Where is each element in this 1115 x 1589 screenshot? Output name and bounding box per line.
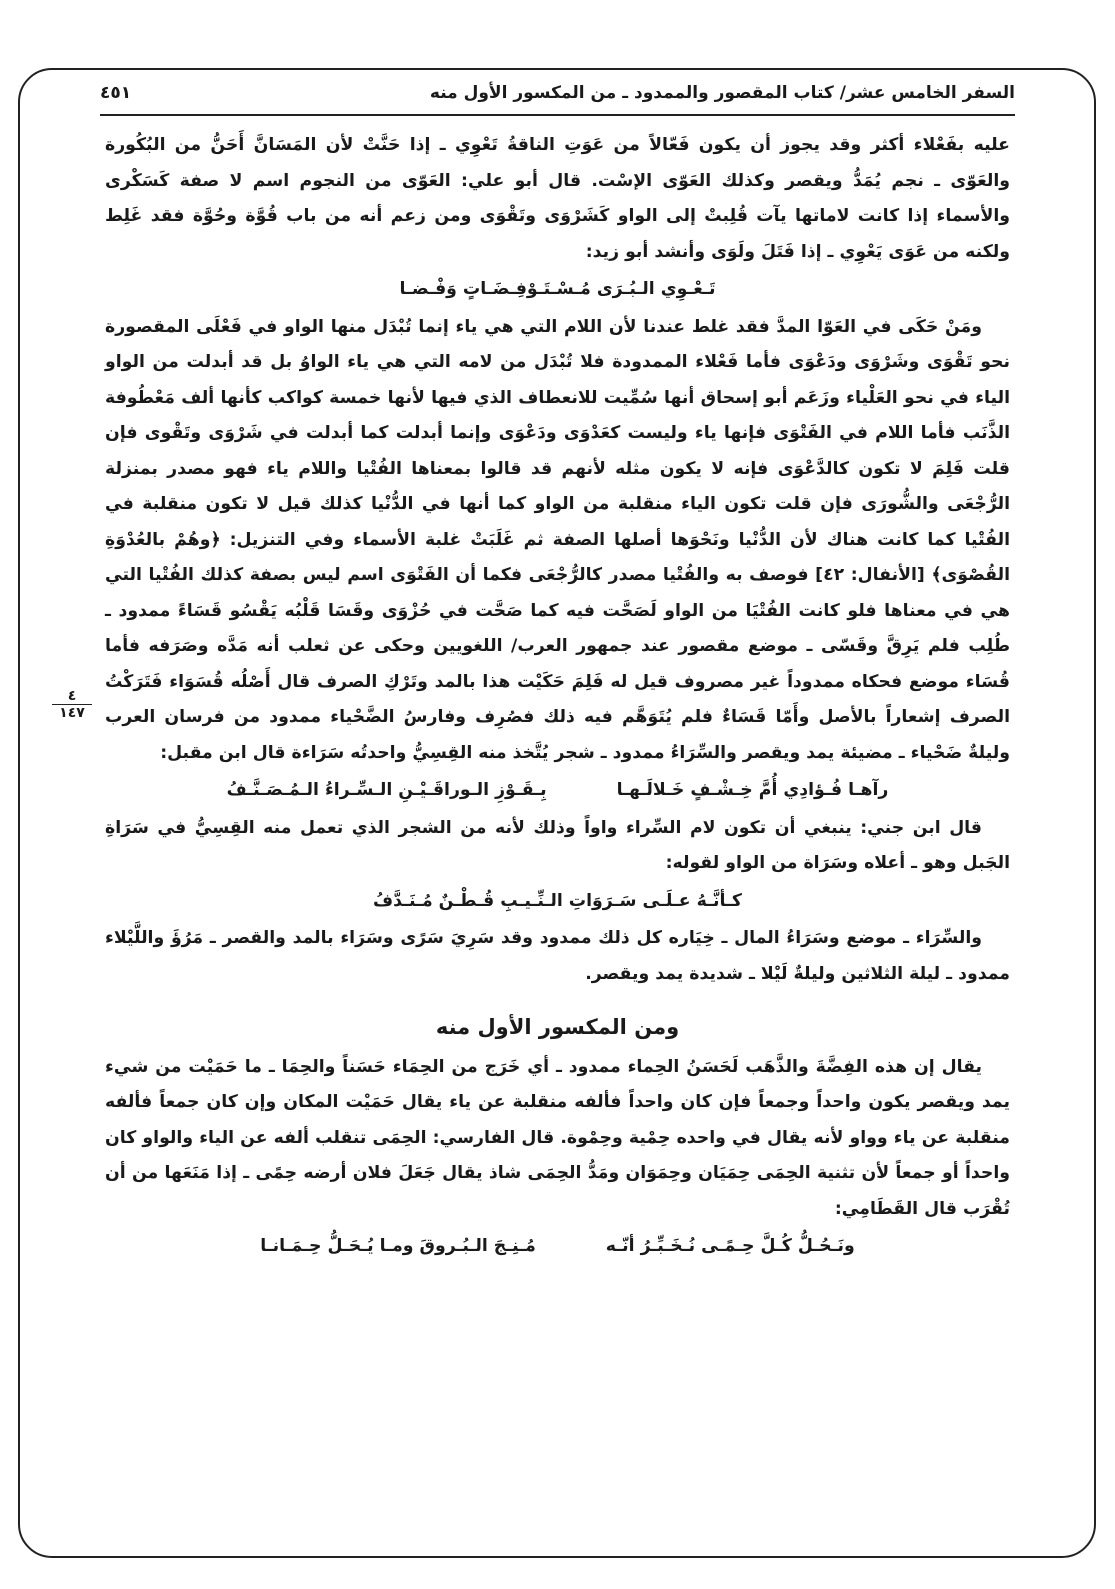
margin-ref-top: ٤ — [52, 688, 92, 705]
paragraph-4: والسِّرَاء ـ موضع وسَرَاءُ المال ـ خِيَاره كل ذلك ممدود وقد سَرِيَ سَرًى وسَرَاء بالمد والقصر ـ مَرُؤَ واللَّيْلاء ممدود ـ ليلة الثلاثين وليلةٌ لَيْلا ـ شديدة يمد ويقصر. — [105, 928, 1010, 984]
verse-line-1: تَـعْـوِي الـبُـرَى مُـسْـتَـوْفِـضَـاتٍ وَفْـضـا — [399, 279, 716, 299]
verse-4-first-hemistich: ونَـحُـلُّ كُـلَّ حِـمًـى نُـخَـبِّـرُ أنّـه — [605, 1236, 855, 1256]
header-title: السفر الخامس عشر/ كتاب المقصور والممدود ـ من المكسور الأول منه — [429, 83, 1015, 103]
verse-line-3: كـأنَّـهُ عـلَـى سَـرَوَاتِ الـنِّـيـبِ قُـطْـنٌ مُـنَـدَّفُ — [373, 890, 742, 911]
running-header — [100, 78, 1015, 108]
section-heading: ومن المكسور الأول منه — [435, 1015, 680, 1039]
header-rule — [100, 114, 1015, 116]
verse-line-2 — [105, 773, 1010, 809]
margin-ref-bottom: ١٤٧ — [59, 705, 85, 721]
paragraph-2: ومَنْ حَكَى في العَوّا المدَّ فقد غلط عندنا لأن اللام التي هي ياء إنما تُبْدَل منها الواو في فَعْلَى المقصورة نحو تَقْوَى وشَرْوَى ودَعْوَى فأما فَعْلاء الممدودة فلا تُبْدَل من لامه التي هي ياء الواوُ بل قد أبدلت من الواو الياء في نحو العَلْياء وزَعَم أبو إسحاق أنها سُمِّيت للانعطاف الذي فيها لأنها خمسة كواكب كأنها ألف مَعْطُوفة الذَّنَب فأما اللام في الفَتْوَى فإنها ياء وليست كعَدْوَى ودَعْوَى وإنما أبدلت كما أبدلت في شَرْوَى وتَقْوى فإن قلت فَلِمَ لا تكون كالدَّعْوَى فإنه لا يكون مثله لأنهم قد قالوا بمعناها الفُتْيا واللام ياء فهو مصدر بمنزلة الرُّجْعَى والشُّورَى فإن قلت تكون الياء منقلبة من الواو كما أنها في الدُّنْيا كذلك قيل لا تكون منقلبة في الفُتْيا كما كانت هناك لأن الدُّنْيا ونَحْوَها أصلها الصفة ثم غَلَبَتْ غلبة الأسماء وفي التنزيل: ﴿وهُمْ بالعُدْوَةِ القُصْوَى﴾ [الأنفال: ٤٢] فوصف به والفُتْيا مصدر كالرُّجْعَى فكما أن الفَتْوَى اسم ليس بصفة كذلك الفُتْيا التي هي في معناها فلو كانت الفُتْيَا من الواو لَصَحَّت فيه كما صَحَّت في حُزْوَى وقَسَا قَلْبُه يَقْسُو قَسَاءً ممدود ـ طُلِب فلم يَرِقَّ وقَسّى ـ موضع مقصور عند جمهور العرب/ اللغويين وحكى عن ثعلب أنه مَدَّه وصَرَفه فأما قُسَاء موضع فحكاه ممدوداً غير مصروف قيل له فَلِمَ حَكَيْت هذا بالمد وتَرْكِ الصرف قال أَصْلُه قُسَوَاء فَتَرَكْتُ الصرف إشعاراً بالأصل وأَمّا قَسَاءٌ فلم يُتَوَهَّم فيه ذلك فصُرِف وفارسُ الضَّحْياء ممدود من فرسان العرب وليلةٌ ضَحْياء ـ مضيئة يمد ويقصر والسِّرَاءُ ممدود ـ شجر يُتَّخذ منه القِسِيُّ واحدتُه سَرَاءة قال ابن مقبل: — [105, 316, 1010, 763]
paragraph-3: قال ابن جني: ينبغي أن تكون لام السِّراء واواً وذلك لأنه من الشجر الذي تعمل منه القِسِيُّ في سَرَاةِ الجَبل وهو ـ أعلاه وسَرَاة من الواو لقوله: — [105, 817, 1010, 873]
verse-line-4 — [105, 1229, 1010, 1265]
page-body — [105, 128, 1010, 1267]
paragraph-1: عليه بفَعْلاء أكثر وقد يجوز أن يكون فَعّالاً من عَوَتِ الناقةُ تَعْوِي ـ إذا حَنَّتْ لأن المَسَانَّ أَحَنُّ من البُكُورة والعَوّى ـ نجم يُمَدُّ ويقصر وكذلك العَوّى الإسْت. قال أبو علي: العَوّى من النجوم اسم لا صفة كَسَكْرى والأسماء إذا كانت لاماتها يآت قُلِبتْ إلى الواو كَشَرْوَى وتَقْوَى ومن زعم أنه من باب قُوَّة وحُوَّة فقد غَلِط ولكنه من عَوَى يَعْوِي ـ إذا فَتَلَ ولَوَى وأنشد أبو زيد: — [105, 135, 1010, 262]
paragraph-5: يقال إن هذه الفِضَّةَ والذَّهَب لَحَسَنُ الحِماء ممدود ـ أي خَرَج من الحِمَاء حَسَناً والحِمَا ـ ما حَمَيْت من شيء يمد ويقصر يكون واحداً وجمعاً فإن كان واحداً فألفه منقلبة عن ياء يقال حَمَيْت المكان وإن كان جمعاً فألفه منقلبة عن ياء وواو لأنه يقال في واحده حِمْية وحِمْوة. قال الفارسي: الحِمَى تنقلب ألفه عن الياء والواو كان واحداً أو جمعاً لأن تثنية الحِمَى حِمَيَان وحِمَوَان ومَدُّ الحِمَى شاذ يقال جَعَلَ فلان أرضه حِمًى ـ إذا مَنَعَها من أن تُقْرَب قال القَطَامِي: — [105, 1056, 1010, 1219]
verse-4-second-hemistich: مُـنِـجَ الـبُـروقَ ومـا يُـحَـلُّ حِـمَـانـا — [260, 1236, 536, 1256]
page-number: ٤٥١ — [100, 83, 132, 103]
margin-reference — [52, 688, 92, 721]
verse-2-first-hemistich: رآهـا فُـؤادِي أُمَّ خِـشْـفٍ خَـلالَـهـا — [616, 780, 889, 800]
verse-2-second-hemistich: بِـقَـوْزِ الـوراقَـيْـنِ الـسِّـراءُ الـمُـصَـنَّـفُ — [226, 780, 547, 800]
